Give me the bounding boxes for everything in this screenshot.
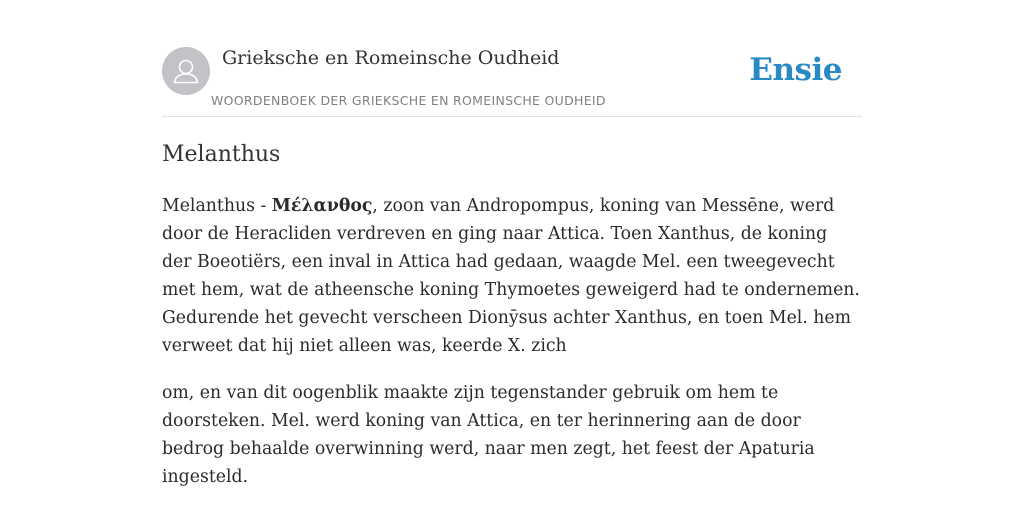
- entry-body-text: , zoon van Andropompus, koning van Messēne, werd door de Heracliden verdreven en ging naar Attica. Toen Xanthus, de koning der Boeotiërs, een inval in Attica had gedaan, waagde Mel. een tweegevecht met hem, wat de atheensche koning Thymoetes geweigerd had te ondernemen. Gedurende het gevecht verscheen Dionȳsus achter Xanthus, en toen Mel. hem verweet dat hij niet alleen was, keerde X. zich: [162, 196, 860, 356]
- greek-name: Μέλανθος: [271, 196, 373, 216]
- dictionary-title-link[interactable]: Grieksche en Romeinsche Oudheid: [222, 47, 560, 69]
- entry-paragraph-1: [162, 192, 862, 360]
- entry-title: Melanthus: [162, 142, 281, 167]
- entry-paragraph-2: om, en van dit oogenblik maakte zijn tegenstander gebruik om hem te doorsteken. Mel. werd koning van Attica, en ter herinnering aan de door bedrog behaalde overwinning werd, naar men zegt, het feest der Apaturia ingesteld.: [162, 383, 815, 487]
- user-avatar-icon[interactable]: [162, 47, 210, 95]
- brand-logo-link[interactable]: Ensie: [749, 52, 842, 88]
- dictionary-header: [162, 46, 862, 117]
- entry-lead-text: Melanthus -: [162, 196, 272, 216]
- dictionary-subtitle: WOORDENBOEK DER GRIEKSCHE EN ROMEINSCHE OUDHEID: [211, 93, 606, 108]
